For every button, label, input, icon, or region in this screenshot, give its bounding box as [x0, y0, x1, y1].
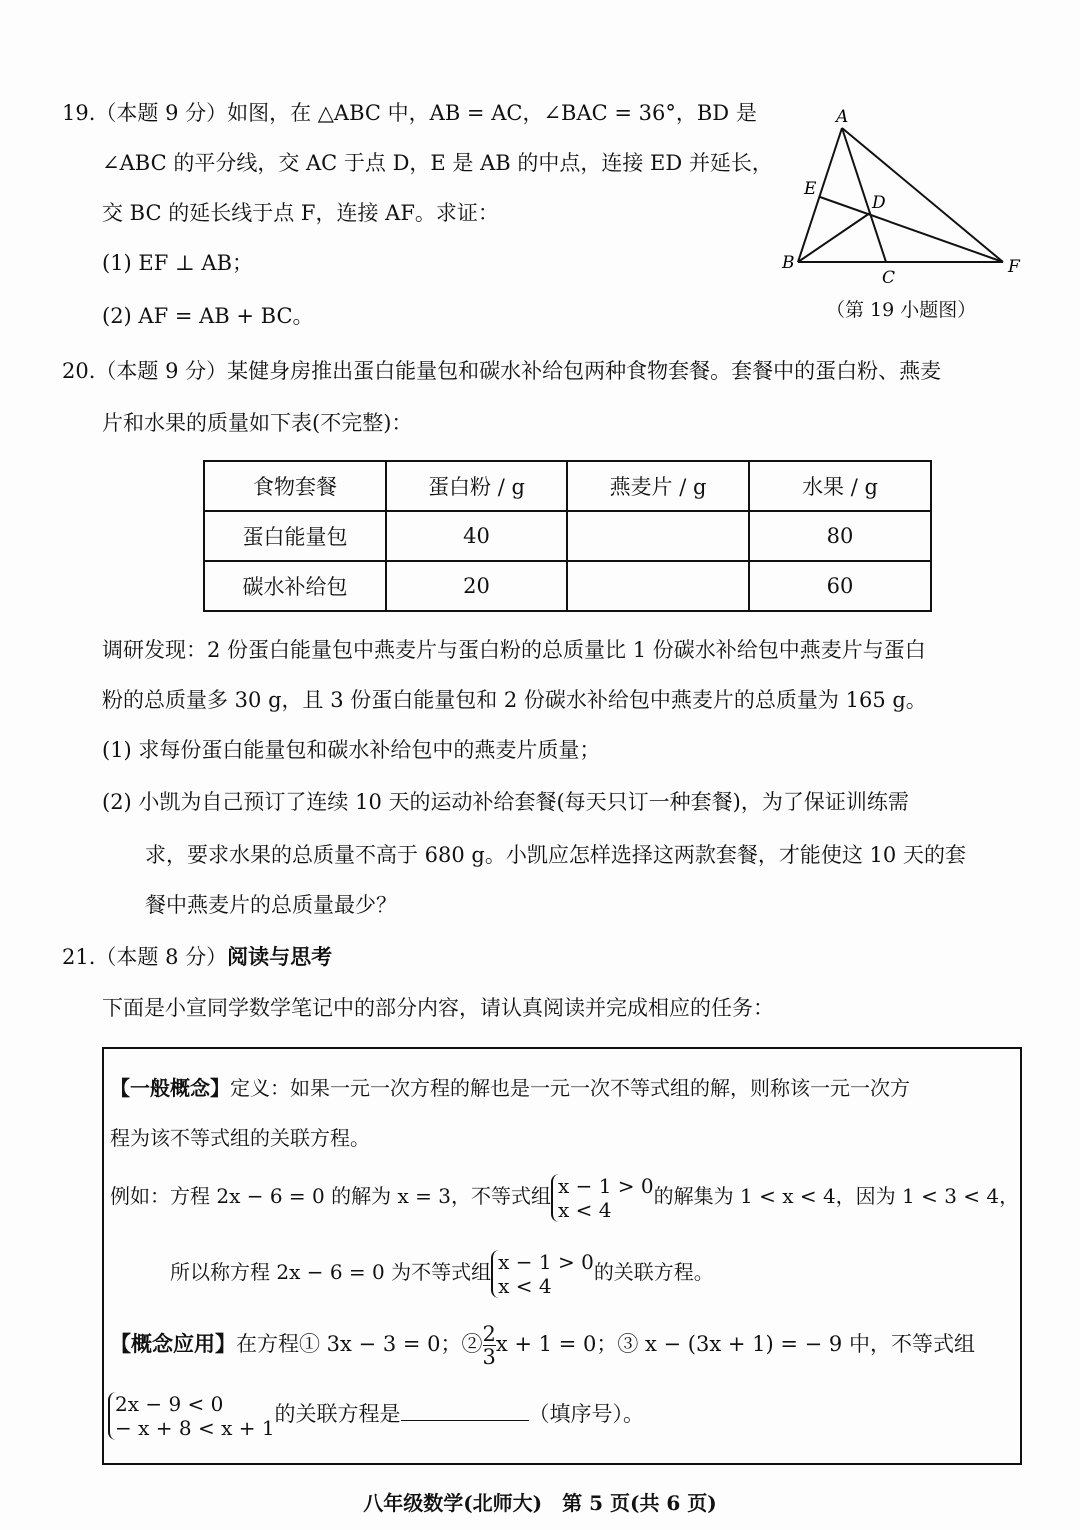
q21-number: 21.（本题 8 分） [62, 945, 228, 969]
table-row [204, 511, 931, 561]
q20-part2: 求，要求水果的总质量不高于 680 g。小凯应怎样选择这两款套餐，才能使这 10 天的套 [145, 843, 966, 867]
page-footer: 八年级数学(北师大) 第 5 页(共 6 页) [363, 1491, 717, 1515]
header-cell: 水果 / g [749, 461, 931, 511]
q21-heading: 阅读与思考 [227, 944, 333, 969]
cell: 80 [749, 511, 931, 561]
example-text: 的解集为 1 < x < 4，因为 1 < 3 < 4， [653, 1184, 1020, 1208]
answer-line [108, 1389, 644, 1440]
header-cell: 蛋白粉 / g [386, 461, 567, 511]
cell: 40 [386, 511, 567, 561]
ineq: 2x − 9 < 0 [115, 1391, 224, 1416]
q20-line: 20.（本题 9 分）某健身房推出蛋白能量包和碳水补给包两种食物套餐。套餐中的蛋白粉、燕麦 [62, 359, 942, 383]
cell [567, 511, 749, 561]
label-d: D [872, 193, 886, 213]
note-box [102, 1047, 1022, 1465]
cell: 20 [386, 561, 567, 611]
concept-tag: 【一般概念】 [110, 1076, 230, 1100]
cell: 60 [749, 561, 931, 611]
ineq: x < 4 [498, 1273, 552, 1298]
q20-part2: 餐中燕麦片的总质量最少？ [145, 893, 397, 917]
example-text: 例如：方程 2x − 6 = 0 的解为 x = 3，不等式组 [110, 1184, 551, 1208]
apply-text: x + 1 = 0；③ x − (3x + 1) = − 9 中，不等式组 [495, 1332, 975, 1356]
inequality-system [108, 1392, 275, 1440]
cell [567, 561, 749, 611]
so-text: 的关联方程。 [593, 1260, 714, 1284]
denominator: 3 [482, 1345, 496, 1369]
q20-text: 粉的总质量多 30 g，且 3 份蛋白能量包和 2 份碳水补给包中燕麦片的总质量为 165 g。 [102, 688, 927, 712]
apply-text: 的关联方程是 [274, 1402, 401, 1426]
q19-part2: (2) AF = AB + BC。 [102, 304, 314, 328]
q19-part1: (1) EF ⊥ AB； [102, 251, 254, 275]
inequality-system [551, 1174, 654, 1222]
q19-line: ∠ABC 的平分线，交 AC 于点 D，E 是 AB 的中点，连接 ED 并延长， [102, 151, 773, 175]
header-cell: 燕麦片 / g [567, 461, 749, 511]
q20-part2: (2) 小凯为自己预订了连续 10 天的运动补给套餐(每天只订一种套餐)，为了保证训练需 [102, 790, 909, 814]
table-row [204, 561, 931, 611]
q20-part1: (1) 求每份蛋白能量包和碳水补给包中的燕麦片质量； [102, 738, 601, 762]
label-b: B [782, 253, 795, 273]
inequality-system [491, 1250, 594, 1298]
q20-line: 片和水果的质量如下表(不完整)： [102, 411, 413, 435]
label-e: E [804, 179, 817, 199]
apply-line [110, 1319, 975, 1369]
so-line [170, 1247, 714, 1298]
q19-line: 19.（本题 9 分）如图，在 △ABC 中，AB = AC，∠BAC = 36°，BD 是 [62, 101, 757, 125]
figure-caption: （第 19 小题图） [826, 299, 977, 321]
so-text: 所以称方程 2x − 6 = 0 为不等式组 [170, 1260, 492, 1284]
q20-text: 调研发现：2 份蛋白能量包中燕麦片与蛋白粉的总质量比 1 份碳水补给包中燕麦片与蛋白 [102, 638, 926, 662]
triangle-figure [770, 100, 1040, 290]
label-c: C [882, 268, 896, 288]
label-a: A [836, 107, 849, 127]
q19-line: 交 BC 的延长线于点 F，连接 AF。求证： [102, 201, 499, 225]
cell: 蛋白能量包 [204, 511, 386, 561]
answer-blank[interactable] [401, 1398, 529, 1421]
q21-intro: 下面是小宣同学数学笔记中的部分内容，请认真阅读并完成相应的任务： [102, 996, 774, 1020]
example-line [110, 1171, 1019, 1222]
ineq: x < 4 [557, 1197, 612, 1222]
ineq: x − 1 > 0 [557, 1173, 654, 1198]
cell: 碳水补给包 [204, 561, 386, 611]
fraction [483, 1323, 496, 1368]
concept-text: 程为该不等式组的关联方程。 [110, 1126, 370, 1150]
ineq: − x + 8 < x + 1 [115, 1415, 275, 1440]
numerator: 2 [482, 1322, 496, 1346]
concept-text: 定义：如果一元一次方程的解也是一元一次不等式组的解，则称该一元一次方 [230, 1076, 910, 1100]
apply-tag: 【概念应用】 [110, 1331, 236, 1356]
label-f: F [1008, 257, 1020, 277]
header-cell: 食物套餐 [204, 461, 386, 511]
apply-text: 在方程① 3x − 3 = 0；② [236, 1332, 483, 1356]
apply-text: （填序号）。 [528, 1402, 645, 1426]
food-table [203, 460, 932, 612]
q21-title [62, 942, 332, 972]
ineq: x − 1 > 0 [498, 1249, 594, 1274]
